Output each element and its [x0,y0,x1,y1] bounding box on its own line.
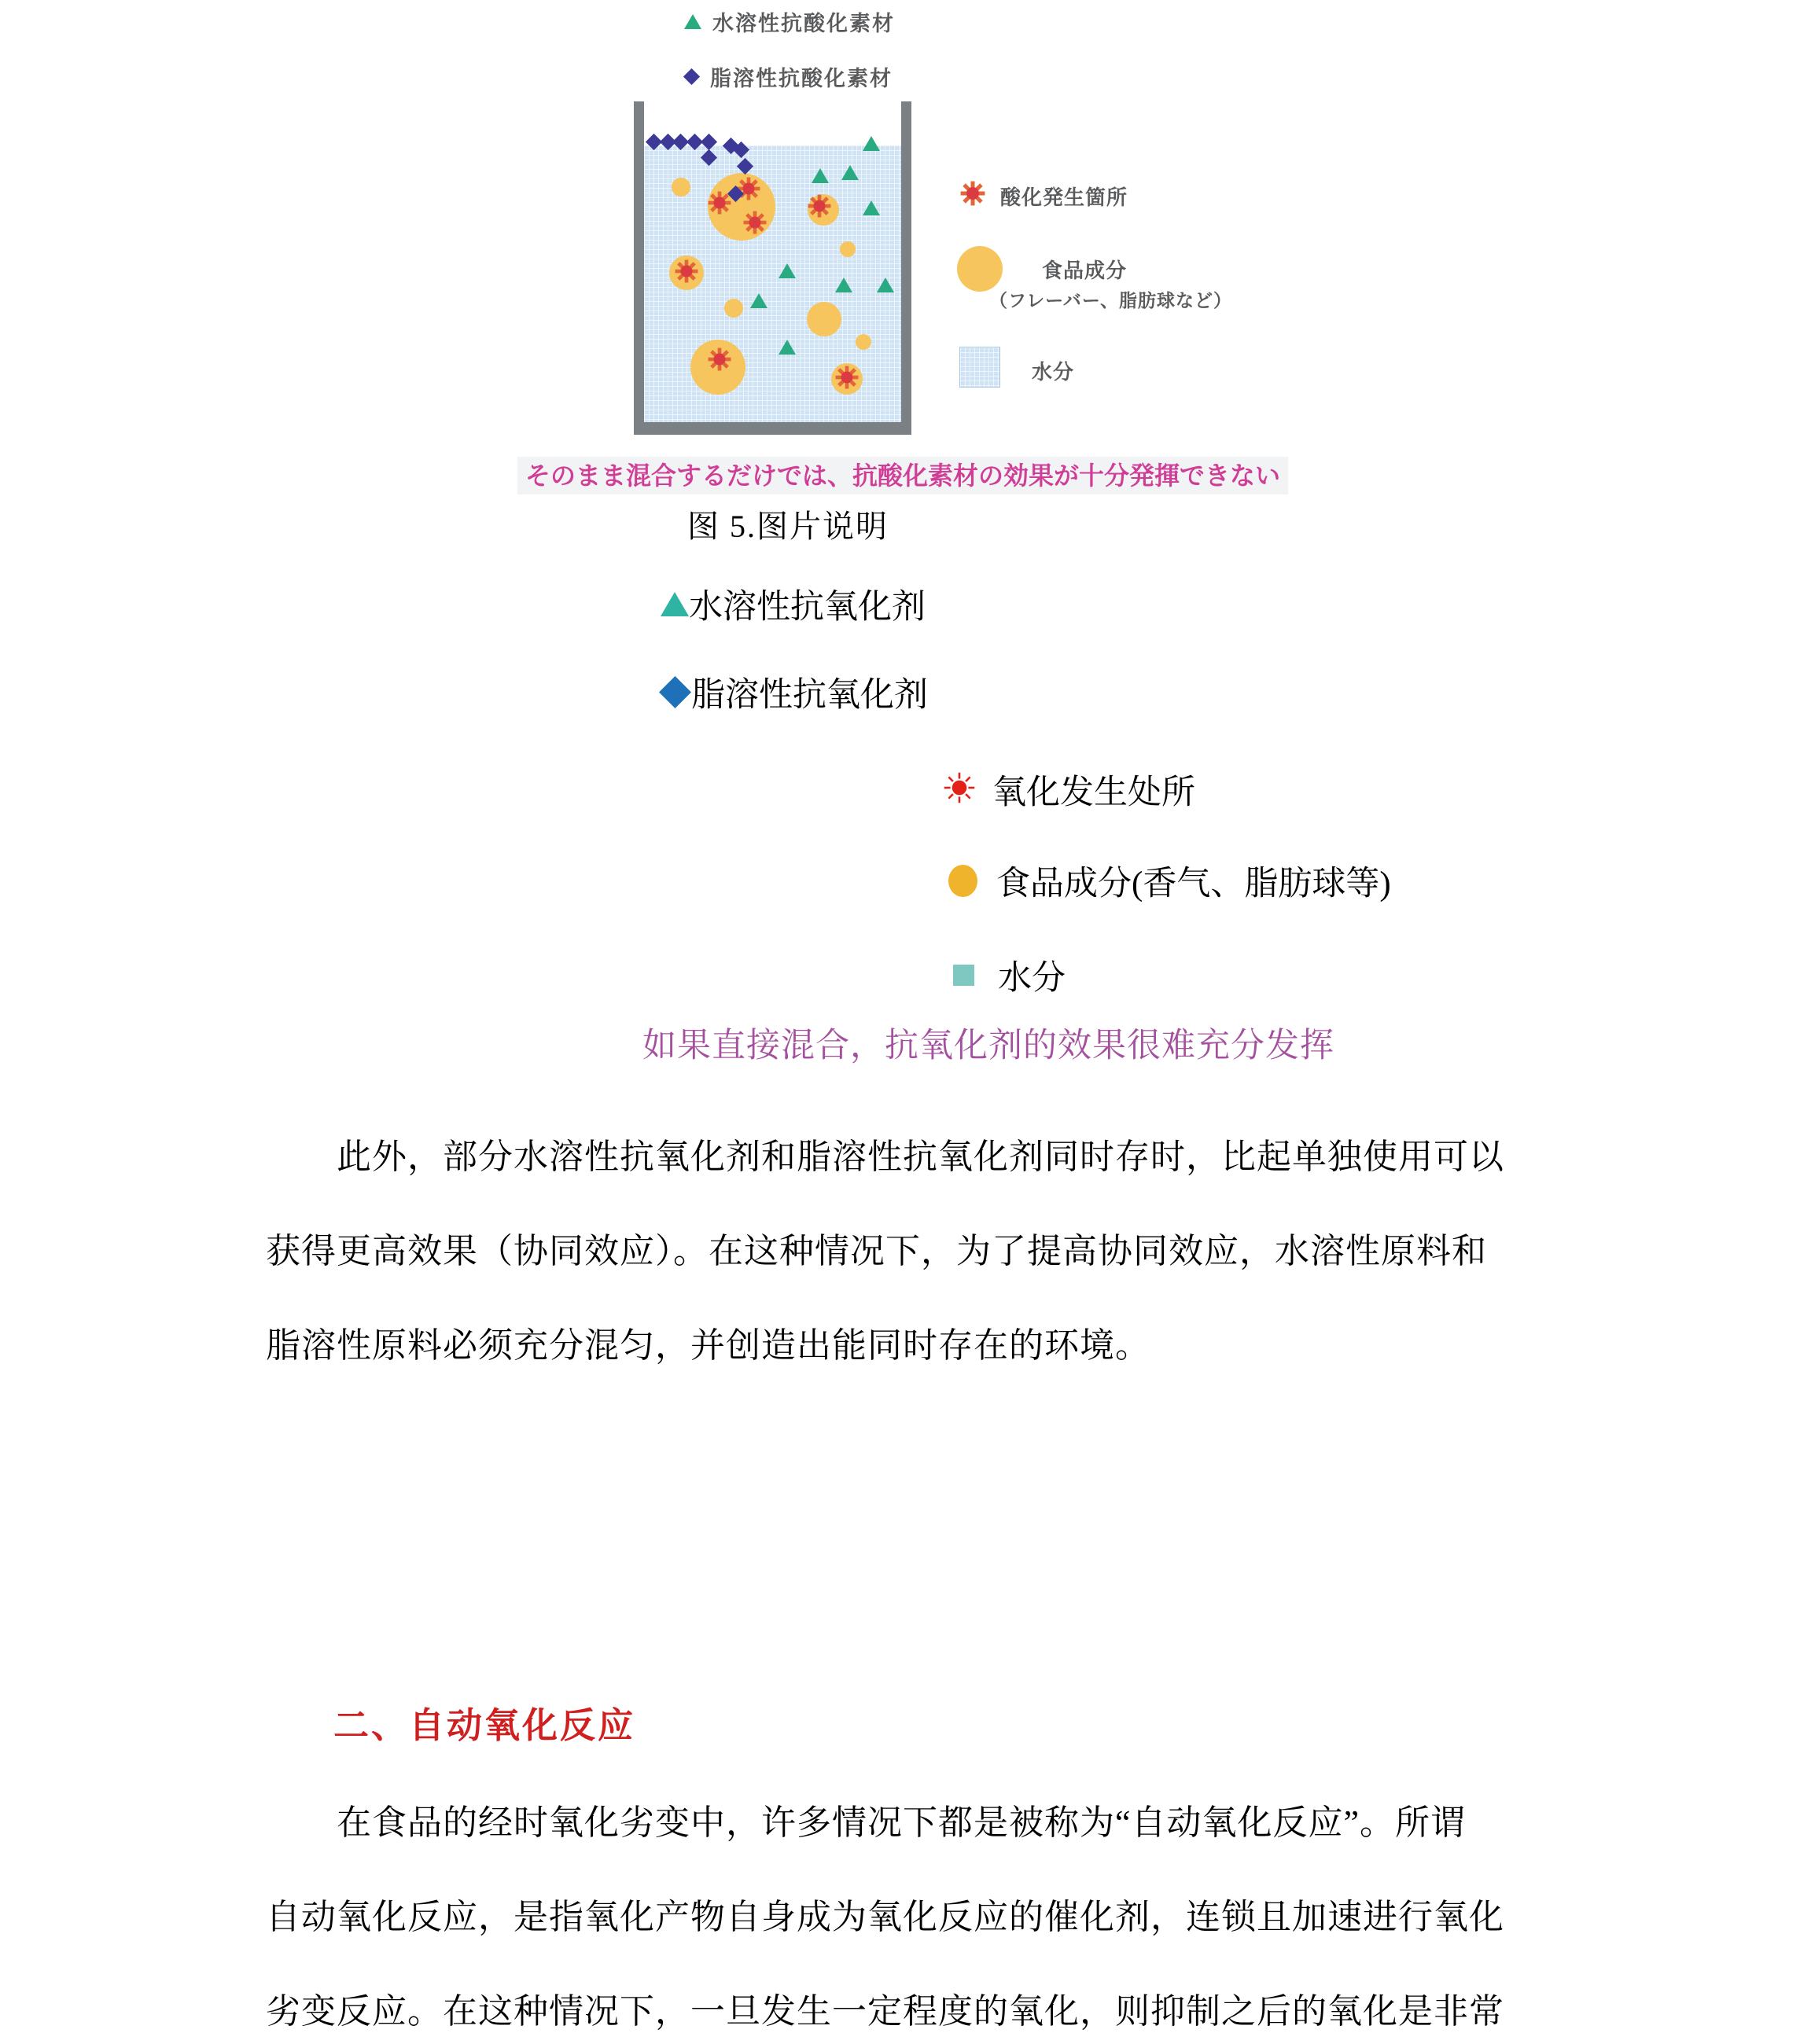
oxidation-starburst [835,366,859,393]
fat-soluble-diamond [701,134,717,150]
oxidation-starburst [708,191,731,219]
jp-legend-oxidation-label: 酸化発生箇所 [1000,186,1128,209]
water-soluble-triangle [779,263,796,278]
food-component-circle-icon [957,246,1003,292]
paragraph-autoxidation [266,1776,1536,2044]
fat-soluble-diamond [701,149,717,166]
paragraph-synergy [266,1110,1536,1393]
jp-legend-fat-soluble [686,61,893,92]
water-soluble-triangle [750,293,767,308]
oxidation-starburst [675,259,698,287]
paragraph-line: 自动氧化反应，是指氧化产物自身成为氧化反应的催化剂，连锁且加速进行氧化 [266,1898,1504,1936]
water-square-icon [953,965,974,986]
cn-warning-note: 如果直接混合，抗氧化剂的效果很难充分发挥 [642,1028,1334,1064]
jp-legend-food-label: 食品成分 [1042,259,1128,282]
paragraph-line: 脂溶性原料必须充分混匀，并创造出能同时存在的环境。 [266,1326,1150,1365]
cn-legend-oxidation [944,766,1195,814]
cn-legend-label: 脂溶性抗氧化剂 [691,677,928,714]
jp-legend-food-sublabel: （フレーバー、脂肪球など） [989,290,1233,311]
water-soluble-triangle [835,278,852,292]
water-soluble-triangle-icon [661,592,689,616]
water-soluble-triangle-icon [684,14,701,29]
cn-legend-fat-soluble [659,668,928,716]
cn-legend-water [953,951,1066,999]
cn-legend-label: 水溶性抗氧化剂 [689,589,926,626]
beaker-contents [606,94,920,448]
oxidation-starburst [743,211,767,238]
food-particle [856,334,871,350]
jp-legend-water-label: 水分 [1032,360,1075,384]
oxidation-starburst [708,347,731,375]
paragraph-line: 在食品的经时氧化劣变中，许多情况下都是被称为“自动氧化反应”。所谓 [337,1803,1467,1842]
water-soluble-triangle [841,165,859,180]
oxidation-starburst [808,194,831,222]
food-particle [724,299,743,318]
fat-soluble-diamond-icon [659,676,691,708]
food-particle [807,302,841,336]
water-square-icon [959,347,1000,388]
food-component-circle-icon [948,865,977,897]
water-soluble-triangle [779,340,796,355]
paragraph-line: 获得更高效果（协同效应）。在这种情况下，为了提高协同效应，水溶性原料和 [266,1232,1487,1270]
jp-warning-banner: そのまま混合するだけでは、抗酸化素材の効果が十分発揮できない [517,457,1288,494]
cn-legend-label: 水分 [998,960,1066,997]
cn-legend-food [948,857,1391,905]
paragraph-line: 劣变反应。在这种情况下，一旦发生一定程度的氧化，则抑制之后的氧化是非常 [266,1992,1504,2031]
jp-legend-label: 水溶性抗酸化素材 [712,12,895,35]
water-soluble-triangle [863,200,880,215]
paragraph-line: 此外，部分水溶性抗氧化剂和脂溶性抗氧化剂同时存时，比起单独使用可以 [337,1138,1504,1176]
fat-soluble-diamond [737,158,753,175]
cn-legend-label: 氧化发生处所 [992,774,1195,811]
cn-legend-water-soluble [661,580,926,628]
oxidation-starburst-icon [960,181,985,210]
figure-caption: 图 5.图片说明 [687,509,889,544]
food-particle [672,178,690,197]
beaker-diagram [606,94,920,448]
food-particle [840,241,856,257]
water-soluble-triangle [812,168,829,183]
water-soluble-triangle [877,278,894,292]
cn-legend-label: 食品成分(香气、脂肪球等) [996,866,1391,903]
section-heading: 二、自动氧化反应 [333,1705,636,1745]
fat-soluble-diamond-icon [683,68,700,85]
jp-legend-label: 脂溶性抗酸化素材 [710,67,893,90]
jp-legend-water-soluble [684,6,895,37]
oxidation-sun-icon [944,772,975,807]
water-soluble-triangle [863,136,880,151]
